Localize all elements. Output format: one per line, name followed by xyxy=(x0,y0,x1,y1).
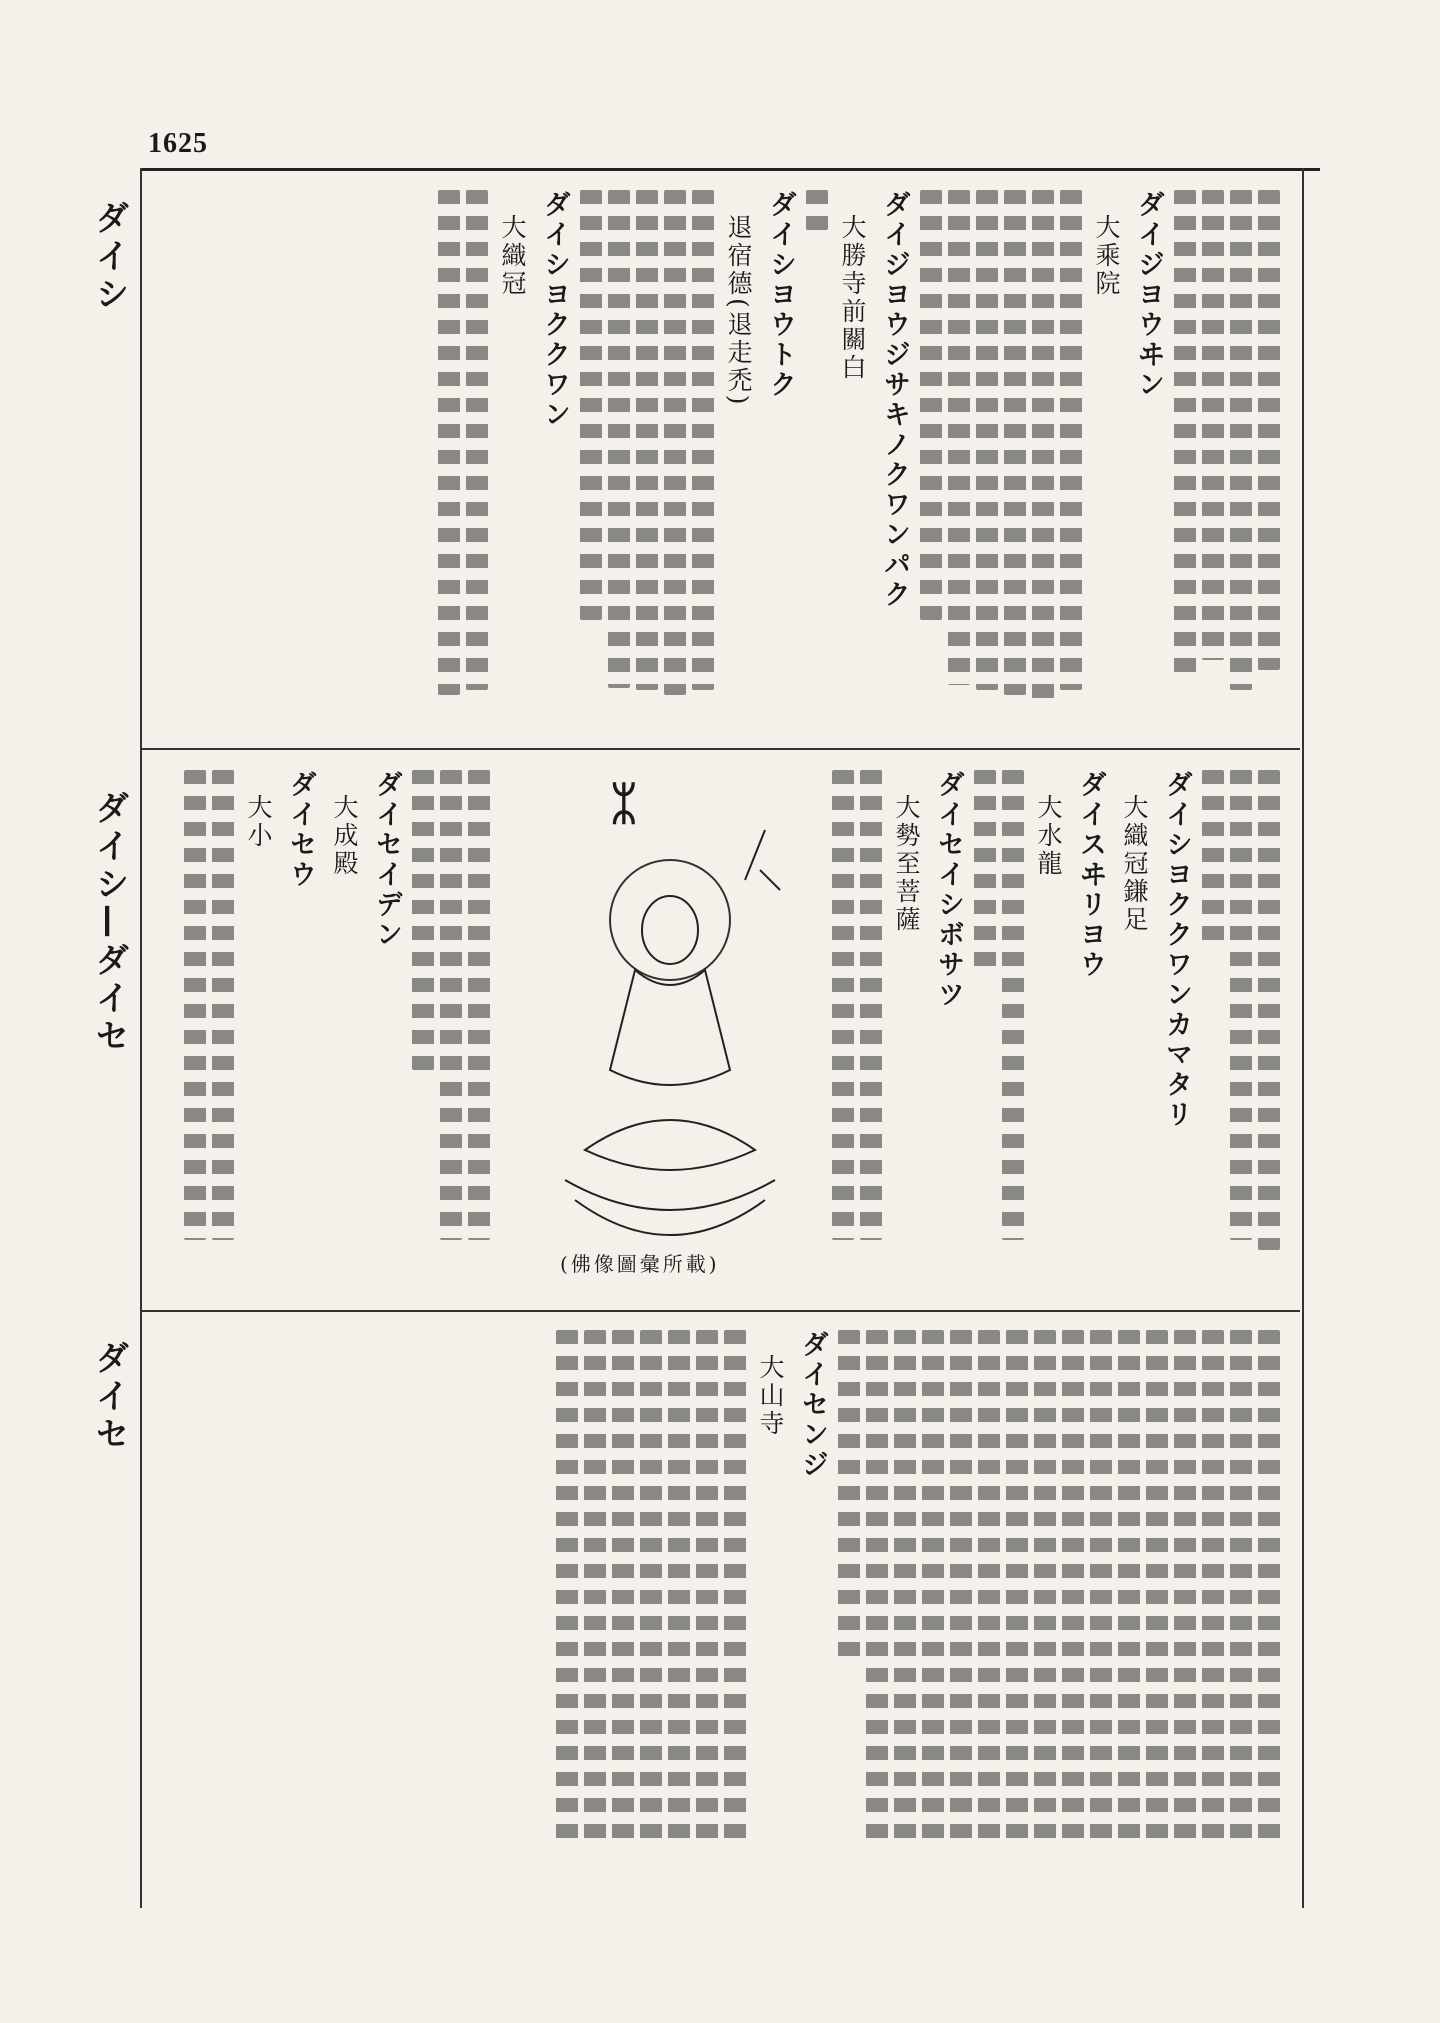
entry-headword: ダイセイシボサツ xyxy=(933,770,964,1010)
body-text-column xyxy=(806,190,828,230)
entry-kanji: 退宿德(退走禿) xyxy=(724,214,753,408)
entry xyxy=(1088,190,1168,730)
entry xyxy=(1116,770,1196,1295)
entry xyxy=(720,190,800,730)
entry-headword: ダイシヨウトク xyxy=(765,190,796,400)
section-divider-lower xyxy=(140,1310,1300,1312)
body-text-column xyxy=(184,770,206,1240)
entry-kanji: 大勝寺前關白 xyxy=(838,214,867,382)
body-text-column xyxy=(1230,190,1252,690)
page-number: 1625 xyxy=(148,128,208,159)
body-text-column xyxy=(1004,190,1026,695)
entry-kanji: 大乘院 xyxy=(1092,214,1121,298)
body-text-column xyxy=(920,190,942,620)
body-text-column xyxy=(978,1330,1000,1850)
entry-headword: ダイセンジ xyxy=(797,1330,828,1480)
body-text-column xyxy=(832,770,854,1240)
body-text-column xyxy=(580,190,602,620)
entry xyxy=(888,770,968,1295)
body-text-column xyxy=(636,190,658,690)
body-text-column xyxy=(860,770,882,1240)
entry xyxy=(752,1330,832,1890)
entry-headword: ダイシヨククワンカマタリ xyxy=(1161,770,1192,1130)
body-text-column xyxy=(1090,1330,1112,1850)
body-text-column xyxy=(1258,190,1280,670)
entry-headword: ダイジヨウヰン xyxy=(1133,190,1164,400)
entry xyxy=(1030,770,1110,1295)
illustration-glyph: ᛯ xyxy=(610,776,638,830)
body-text-column xyxy=(468,770,490,1240)
body-text-column xyxy=(1032,190,1054,700)
body-text-column xyxy=(440,770,462,1240)
body-text-column xyxy=(948,190,970,685)
entry-headword: ダイセイデン xyxy=(371,770,402,950)
entry-headword: ダイジヨウジサキノクワンパク xyxy=(879,190,910,610)
entry-headword: ダイスヰリヨウ xyxy=(1075,770,1106,980)
body-text-column xyxy=(1060,190,1082,690)
body-text-column xyxy=(1174,1330,1196,1850)
body-text-column xyxy=(1034,1330,1056,1850)
body-text-column xyxy=(1258,1330,1280,1850)
body-text-column xyxy=(1230,770,1252,1240)
side-tab-top: ダイシ xyxy=(89,200,129,314)
side-tab-bottom: ダイセ xyxy=(89,1340,129,1454)
body-text-column xyxy=(1006,1330,1028,1850)
body-text-column xyxy=(1202,770,1224,950)
entry-headword: ダイセウ xyxy=(285,770,316,890)
entry xyxy=(494,190,574,730)
body-text-column xyxy=(838,1330,860,1660)
body-text-column xyxy=(1118,1330,1140,1850)
body-text-column xyxy=(1202,190,1224,660)
entry xyxy=(834,190,914,730)
section-top xyxy=(160,190,1280,730)
body-text-column xyxy=(412,770,434,1070)
entry-kanji: 大水龍 xyxy=(1034,794,1063,878)
body-text-column xyxy=(1002,770,1024,1240)
body-text-column xyxy=(640,1330,662,1850)
body-text-column xyxy=(1146,1330,1168,1850)
section-bottom xyxy=(160,1330,1280,1890)
entry-headword: ダイシヨククワン xyxy=(539,190,570,430)
body-text-column xyxy=(1202,1330,1224,1850)
body-text-column xyxy=(696,1330,718,1850)
entry-kanji: 大小 xyxy=(244,794,273,850)
entry-kanji: 大織冠鎌足 xyxy=(1120,794,1149,934)
body-text-column xyxy=(922,1330,944,1850)
body-text-column xyxy=(974,770,996,970)
entry-kanji: 大山寺 xyxy=(756,1354,785,1438)
body-text-column xyxy=(668,1330,690,1850)
body-text-column xyxy=(1230,1330,1252,1850)
body-text-column xyxy=(664,190,686,695)
body-text-column xyxy=(212,770,234,1240)
body-text-column xyxy=(866,1330,888,1850)
body-text-column xyxy=(608,190,630,688)
entry xyxy=(240,770,320,1295)
entry-kanji: 大成殿 xyxy=(330,794,359,878)
body-text-column xyxy=(466,190,488,690)
side-tab-middle: ダイシ—ダイセ xyxy=(89,790,129,1056)
entry xyxy=(326,770,406,1295)
body-text-column xyxy=(950,1330,972,1850)
body-text-column xyxy=(612,1330,634,1850)
illustration-caption: (佛像圖彙所載) xyxy=(560,1252,720,1276)
body-text-column xyxy=(584,1330,606,1850)
section-divider-upper xyxy=(140,748,1300,750)
body-text-column xyxy=(1174,190,1196,680)
body-text-column xyxy=(1258,770,1280,1250)
body-text-column xyxy=(724,1330,746,1850)
body-text-column xyxy=(556,1330,578,1850)
body-text-column xyxy=(692,190,714,690)
body-text-column xyxy=(976,190,998,690)
body-text-column xyxy=(438,190,460,695)
body-text-column xyxy=(1062,1330,1084,1850)
entry-kanji: 大織冠 xyxy=(498,214,527,298)
bodhisattva-illustration xyxy=(515,770,825,1270)
body-text-column xyxy=(894,1330,916,1850)
entry-kanji: 大勢至菩薩 xyxy=(892,794,921,934)
